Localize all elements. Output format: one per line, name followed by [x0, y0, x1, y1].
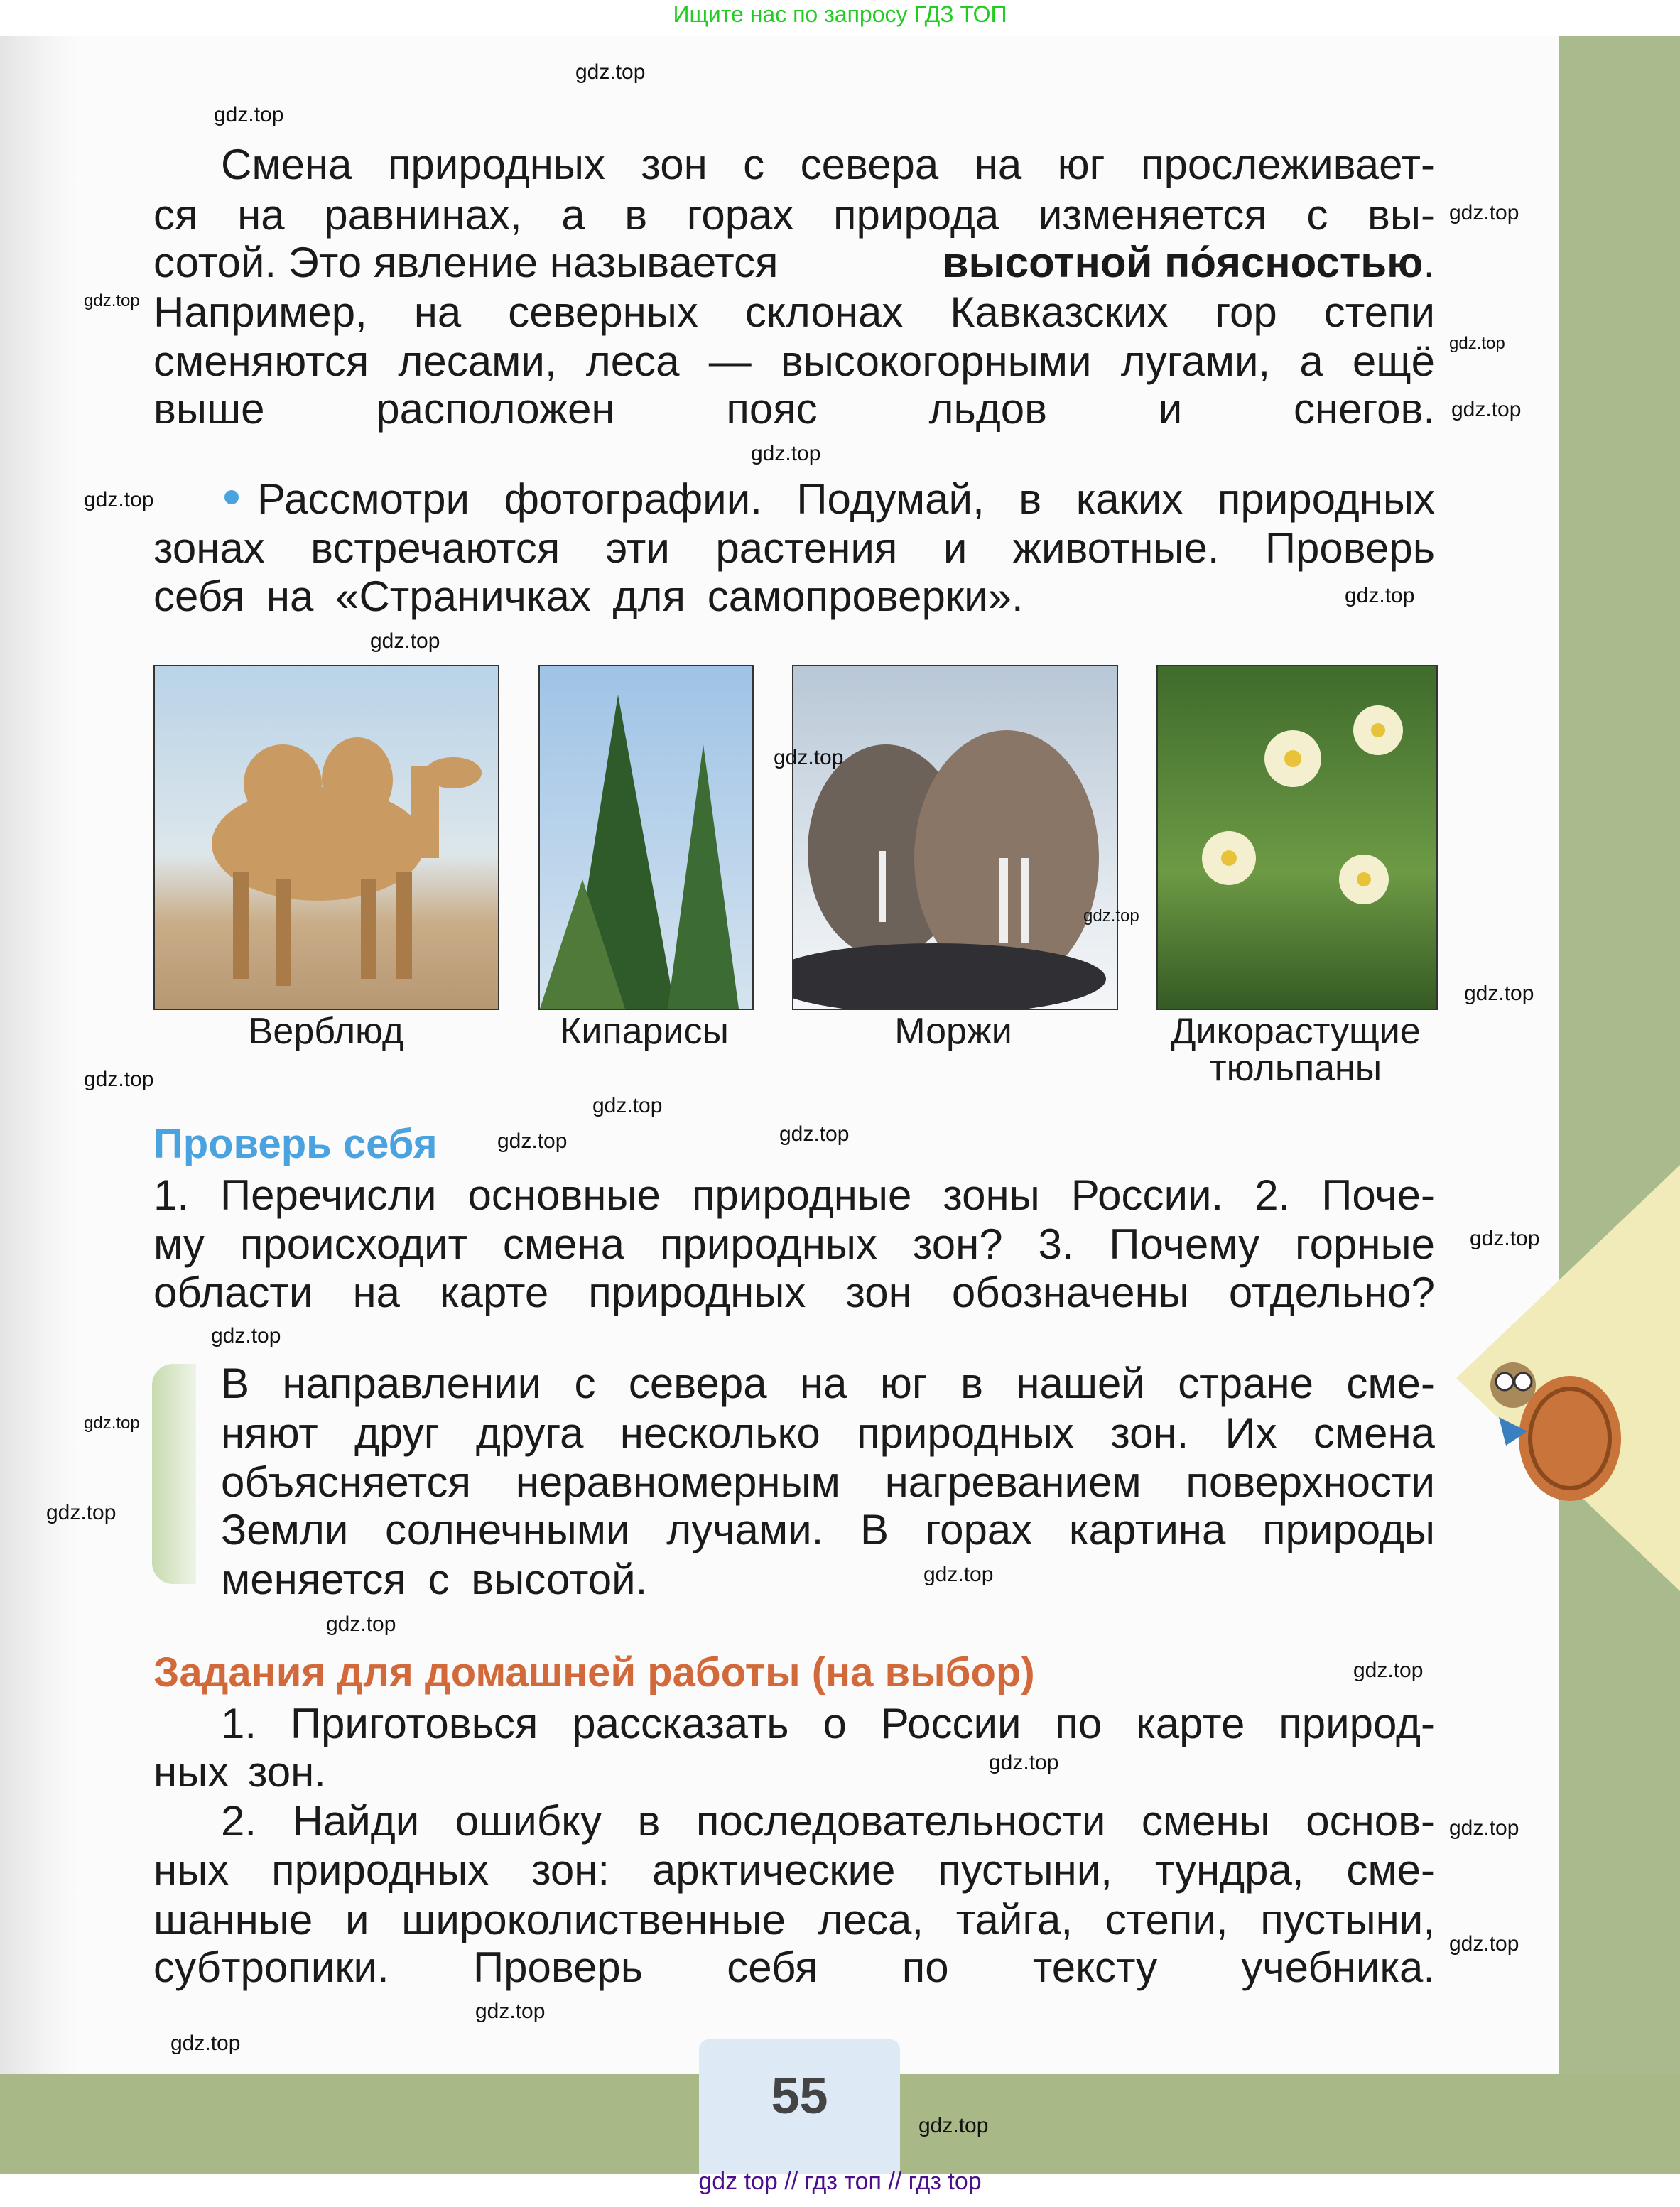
watermark: gdz.top — [326, 1612, 396, 1636]
text-segment: сотой. Это явление называется — [153, 239, 779, 286]
text-line: сменяются лесами, леса — высокогорными лугами, а ещё — [153, 337, 1435, 385]
summary-line: няют друг друга несколько природных зон. Их смена — [221, 1409, 1435, 1457]
footer-links[interactable]: gdz top // гдз топ // гдз top — [698, 2168, 982, 2195]
homework-line: 2. Найди ошибку в последовательности смены основ- — [221, 1797, 1435, 1845]
watermark: gdz.top — [370, 629, 440, 653]
photo-caption: Верблюд — [248, 1011, 404, 1052]
watermark: gdz.top — [751, 442, 821, 465]
text-line: Рассмотри фотографии. Подумай, в каких природных — [257, 475, 1435, 523]
summary-marker — [152, 1364, 196, 1584]
photo-caption: Дикорастущие — [1171, 1011, 1421, 1052]
text-line: ся на равнинах, а в горах природа изменяется с вы- — [153, 191, 1435, 239]
photo-camel — [153, 665, 499, 1010]
photo-cypress — [538, 665, 754, 1010]
photo-walrus — [792, 665, 1118, 1010]
bullet-icon — [224, 490, 239, 504]
watermark: gdz.top — [1449, 1816, 1519, 1840]
text-line — [153, 238, 1435, 288]
homework-line: 1. Приготовься рассказать о России по карте природ- — [221, 1700, 1435, 1747]
homework-line: ных зон. — [153, 1748, 326, 1796]
watermark: gdz.top — [575, 60, 646, 84]
watermark: gdz.top — [1083, 906, 1139, 926]
watermark: gdz.top — [84, 1414, 140, 1433]
homework-line: субтропики. Проверь себя по тексту учебника. — [153, 1943, 1435, 1991]
watermark: gdz.top — [1449, 201, 1519, 224]
watermark: gdz.top — [170, 2032, 241, 2055]
watermark: gdz.top — [84, 1068, 154, 1091]
watermark: gdz.top — [1449, 1932, 1519, 1956]
text-segment: . — [1423, 239, 1435, 286]
question-line: области на карте природных зон обозначены отдельно? — [153, 1269, 1435, 1316]
summary-line: меняется с высотой. — [221, 1556, 648, 1603]
homework-line: ных природных зон: арктические пустыни, тундра, сме- — [153, 1846, 1435, 1894]
text-line: зонах встречаются эти растения и животные. Проверь — [153, 524, 1435, 572]
page-number: 55 — [771, 2068, 828, 2125]
page-spine-shadow — [0, 36, 78, 2081]
watermark: gdz.top — [497, 1129, 568, 1153]
text-line: Например, на северных склонах Кавказских гор степи — [153, 288, 1435, 336]
watermark: gdz.top — [214, 103, 284, 126]
summary-line: объясняется неравномерным нагреванием поверхности — [221, 1458, 1435, 1506]
watermark: gdz.top — [1470, 1227, 1540, 1250]
watermark: gdz.top — [923, 1563, 994, 1586]
text-line: Смена природных зон с севера на юг прослеживает- — [221, 141, 1435, 188]
watermark: gdz.top — [774, 746, 844, 769]
watermark: gdz.top — [1449, 334, 1505, 353]
watermark: gdz.top — [918, 2114, 989, 2137]
homework-line: шанные и широколиственные леса, тайга, степи, пустыни, — [153, 1896, 1435, 1943]
question-line: му происходит смена природных зон? 3. Почему горные — [153, 1220, 1435, 1268]
text-line: себя на «Страничках для самопроверки». — [153, 573, 1024, 620]
photo-tulips — [1156, 665, 1438, 1010]
watermark: gdz.top — [779, 1122, 850, 1146]
top-banner[interactable]: Ищите нас по запросу ГДЗ ТОП — [673, 1, 1007, 27]
watermark: gdz.top — [475, 2000, 546, 2023]
check-heading: Проверь себя — [153, 1121, 438, 1167]
photo-caption: Моржи — [894, 1011, 1012, 1052]
photo-caption: Кипарисы — [560, 1011, 729, 1052]
watermark: gdz.top — [84, 291, 140, 310]
watermark: gdz.top — [1345, 584, 1415, 607]
term-bold: высотной по́ясностью — [942, 239, 1424, 286]
watermark: gdz.top — [1451, 398, 1522, 421]
watermark: gdz.top — [989, 1751, 1059, 1774]
summary-line: Земли солнечными лучами. В горах картина природы — [221, 1506, 1435, 1553]
page-margin-strip — [1559, 36, 1680, 2174]
text-segment — [943, 238, 1435, 288]
watermark: gdz.top — [211, 1324, 281, 1347]
text-line: выше расположен пояс льдов и снегов. — [153, 385, 1435, 433]
watermark: gdz.top — [84, 488, 154, 511]
watermark: gdz.top — [46, 1501, 116, 1524]
watermark: gdz.top — [592, 1094, 663, 1117]
turtle-mascot-icon — [1470, 1353, 1627, 1509]
question-line: 1. Перечисли основные природные зоны России. 2. Поче- — [153, 1171, 1435, 1219]
homework-heading: Задания для домашней работы (на выбор) — [153, 1649, 1035, 1696]
watermark: gdz.top — [1353, 1659, 1424, 1682]
photo-caption: тюльпаны — [1209, 1048, 1382, 1089]
watermark: gdz.top — [1464, 982, 1534, 1005]
summary-line: В направлении с севера на юг в нашей стране сме- — [221, 1360, 1435, 1407]
